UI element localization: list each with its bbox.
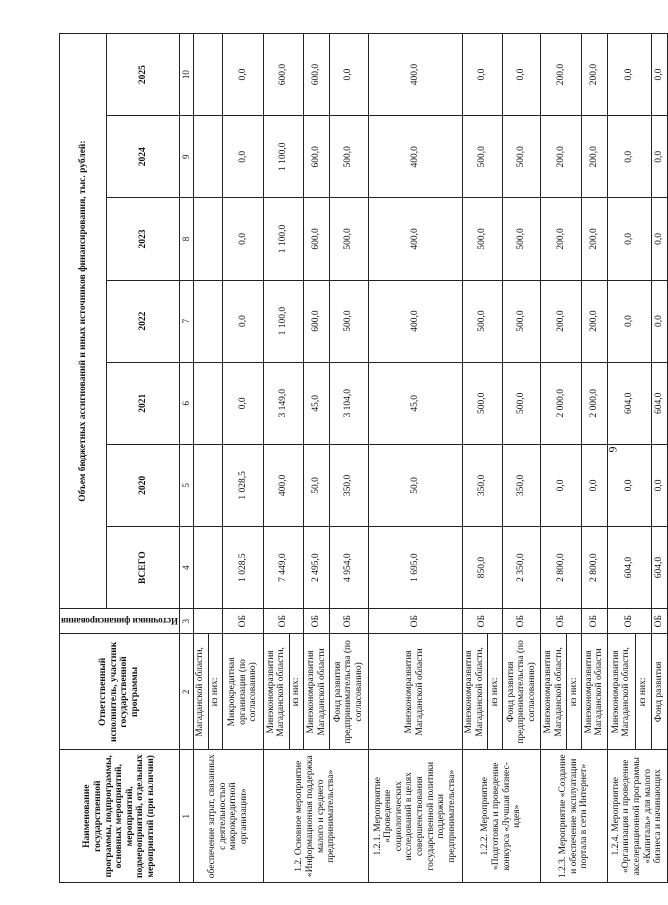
value-cell: 400,0 <box>368 198 462 280</box>
executor-cell: Фонд развития <box>651 634 667 750</box>
executor-cell: Фонд развития предпринимательства (по согласованию) <box>503 634 541 750</box>
value-cell: 604,0 <box>607 362 651 444</box>
executor-cell: Минэкономразвития Магаданской области <box>368 634 462 750</box>
executor-cell: Минэкономразвития Магаданской области, <box>541 634 567 750</box>
value-cell: 4 954,0 <box>330 527 368 609</box>
value-cell: 0,0 <box>503 34 541 116</box>
column-number: 7 <box>179 280 193 362</box>
executor-cell: Минэкономразвития Магаданской области, <box>607 634 635 750</box>
value-cell: 0,0 <box>223 34 264 116</box>
value-cell: 500,0 <box>462 116 502 198</box>
value-cell: 350,0 <box>462 444 502 526</box>
value-cell: 500,0 <box>330 280 368 362</box>
source-cell: ОБ <box>263 609 303 634</box>
value-cell: 400,0 <box>368 34 462 116</box>
value-cell: 3 149,0 <box>263 362 303 444</box>
measure-name: 1.2.2. Мероприятие «Подготовка и проведение конкурса «Лучшая бизнес-идея» <box>462 750 541 883</box>
executor-cell: из них: <box>567 634 582 750</box>
header-year: 2022 <box>107 280 180 362</box>
value-cell: 2 000,0 <box>581 362 607 444</box>
source-cell: ОБ <box>581 609 607 634</box>
value-cell: 0,0 <box>607 444 651 526</box>
value-cell: 600,0 <box>304 116 330 198</box>
value-cell: 500,0 <box>503 280 541 362</box>
executor-cell: Микрокредитная организация (по согласованию) <box>223 634 264 750</box>
source-cell: ОБ <box>503 609 541 634</box>
value-cell: 500,0 <box>462 198 502 280</box>
value-cell: 2 800,0 <box>541 527 581 609</box>
value-cell: 200,0 <box>541 198 581 280</box>
value-cell: 850,0 <box>462 527 502 609</box>
value-cell <box>193 527 222 609</box>
value-cell: 1 100,0 <box>263 198 303 280</box>
executor-cell: из них: <box>636 634 652 750</box>
value-cell: 500,0 <box>462 362 502 444</box>
value-cell: 1 028,5 <box>223 444 264 526</box>
source-cell: ОБ <box>304 609 330 634</box>
measure-name: 1.2.1. Мероприятие «Проведение социологических исследований в целях совершенствования государственной политики поддержки предпринимательства» <box>368 750 462 883</box>
value-cell: 2 350,0 <box>503 527 541 609</box>
executor-cell: Минэкономразвития Магаданской области <box>304 634 330 750</box>
measure-name: 1.2.4. Мероприятие «Организация и проведение акселерационной программы «Капиталь» для малого бизнеса и начинающих <box>607 750 667 883</box>
header-year: 2025 <box>107 34 180 116</box>
value-cell: 500,0 <box>503 362 541 444</box>
value-cell: 7 449,0 <box>263 527 303 609</box>
source-cell <box>193 609 222 634</box>
executor-cell: из них: <box>208 634 223 750</box>
value-cell: 350,0 <box>330 444 368 526</box>
source-cell: ОБ <box>368 609 462 634</box>
header-year: 2021 <box>107 362 180 444</box>
value-cell: 400,0 <box>263 444 303 526</box>
column-number: 9 <box>179 116 193 198</box>
value-cell: 0,0 <box>651 34 667 116</box>
executor-cell: Магаданской области, <box>193 634 208 750</box>
executor-cell: Фонд развития предпринимательства (по согласованию) <box>330 634 368 750</box>
table-row <box>462 34 488 883</box>
value-cell: 0,0 <box>651 280 667 362</box>
executor-cell: из них: <box>289 634 304 750</box>
value-cell: 400,0 <box>368 280 462 362</box>
column-number: 4 <box>179 527 193 609</box>
value-cell: 45,0 <box>304 362 330 444</box>
value-cell: 1 100,0 <box>263 116 303 198</box>
table-row <box>263 34 289 883</box>
value-cell <box>193 280 222 362</box>
table-row <box>368 34 462 883</box>
value-cell: 2 800,0 <box>581 527 607 609</box>
measure-name: обеспечение затрат, связанных с деятельностью микрокредитной организации» <box>193 750 263 883</box>
value-cell: 600,0 <box>304 198 330 280</box>
rotated-page-content <box>59 33 665 883</box>
column-number: 8 <box>179 198 193 280</box>
column-number: 1 <box>179 750 193 883</box>
value-cell: 200,0 <box>541 116 581 198</box>
value-cell: 0,0 <box>462 34 502 116</box>
value-cell: 0,0 <box>607 116 651 198</box>
source-cell: ОБ <box>607 609 651 634</box>
value-cell: 0,0 <box>223 280 264 362</box>
value-cell: 2 000,0 <box>541 362 581 444</box>
header-source <box>60 609 180 634</box>
value-cell: 0,0 <box>223 116 264 198</box>
value-cell: 1 100,0 <box>263 280 303 362</box>
executor-cell: из них: <box>488 634 503 750</box>
value-cell: 0,0 <box>330 34 368 116</box>
measure-name: 1.2.3. Мероприятие «Создание и обеспечение эксплуатации портала в сети Интернет» <box>541 750 607 883</box>
value-cell: 0,0 <box>607 34 651 116</box>
value-cell: 200,0 <box>581 280 607 362</box>
executor-cell: Минэкономразвития Магаданской области, <box>462 634 488 750</box>
value-cell: 400,0 <box>368 116 462 198</box>
value-cell <box>193 444 222 526</box>
header-name: Наименование государственной программы, подпрограммы, основных мероприятий, мероприятий, подмероприятий, отдельных мероприятий (при наличии) <box>60 750 180 883</box>
value-cell: 600,0 <box>304 34 330 116</box>
value-cell: 200,0 <box>541 34 581 116</box>
source-cell: ОБ <box>330 609 368 634</box>
executor-cell: Минэкономразвития Магаданской области, <box>263 634 289 750</box>
column-number: 6 <box>179 362 193 444</box>
column-number-row <box>179 34 193 883</box>
value-cell <box>193 198 222 280</box>
value-cell: 200,0 <box>541 280 581 362</box>
header-funding-group: Объем бюджетных ассигнований и иных источников финансирования, тыс. рублей: <box>60 34 107 609</box>
value-cell: 2 495,0 <box>304 527 330 609</box>
value-cell <box>193 116 222 198</box>
source-cell: ОБ <box>462 609 502 634</box>
value-cell <box>193 34 222 116</box>
value-cell: 350,0 <box>503 444 541 526</box>
page-number: 9 <box>605 446 620 453</box>
table-row <box>541 34 567 883</box>
value-cell: 600,0 <box>263 34 303 116</box>
header-year: 2023 <box>107 198 180 280</box>
header-total: ВСЕГО <box>107 527 180 609</box>
column-number: 2 <box>179 634 193 750</box>
value-cell: 200,0 <box>581 116 607 198</box>
value-cell: 0,0 <box>651 116 667 198</box>
executor-cell: Минэкономразвития Магаданской области <box>581 634 607 750</box>
value-cell: 500,0 <box>330 116 368 198</box>
value-cell: 50,0 <box>368 444 462 526</box>
value-cell: 0,0 <box>581 444 607 526</box>
value-cell: 500,0 <box>462 280 502 362</box>
table-row <box>193 34 208 883</box>
value-cell: 45,0 <box>368 362 462 444</box>
value-cell <box>193 362 222 444</box>
value-cell: 3 104,0 <box>330 362 368 444</box>
source-cell: ОБ <box>541 609 581 634</box>
value-cell: 200,0 <box>581 198 607 280</box>
source-cell: ОБ <box>223 609 264 634</box>
value-cell: 0,0 <box>541 444 581 526</box>
column-number: 3 <box>179 609 193 634</box>
value-cell: 600,0 <box>304 280 330 362</box>
value-cell: 604,0 <box>607 527 651 609</box>
value-cell: 1 695,0 <box>368 527 462 609</box>
header-year: 2024 <box>107 116 180 198</box>
value-cell: 0,0 <box>223 362 264 444</box>
value-cell: 604,0 <box>651 362 667 444</box>
column-number: 10 <box>179 34 193 116</box>
measure-name: 1.2. Основное мероприятие «Информационная поддержка малого и среднего предпринимательства» <box>263 750 368 883</box>
value-cell: 500,0 <box>503 198 541 280</box>
value-cell: 0,0 <box>223 198 264 280</box>
value-cell: 0,0 <box>651 444 667 526</box>
value-cell: 0,0 <box>651 198 667 280</box>
value-cell: 0,0 <box>607 280 651 362</box>
header-executor: Ответственный исполнитель, участник государственной программы <box>60 634 180 750</box>
value-cell: 200,0 <box>581 34 607 116</box>
header-year: 2020 <box>107 444 180 526</box>
value-cell: 1 028,5 <box>223 527 264 609</box>
header-source-label: Источники финансирования <box>61 616 178 627</box>
table-row <box>607 34 635 883</box>
source-cell: ОБ <box>651 609 667 634</box>
value-cell: 500,0 <box>330 198 368 280</box>
value-cell: 0,0 <box>607 198 651 280</box>
column-number: 5 <box>179 444 193 526</box>
value-cell: 604,0 <box>651 527 667 609</box>
budget-table <box>59 33 668 883</box>
value-cell: 50,0 <box>304 444 330 526</box>
value-cell: 500,0 <box>503 116 541 198</box>
